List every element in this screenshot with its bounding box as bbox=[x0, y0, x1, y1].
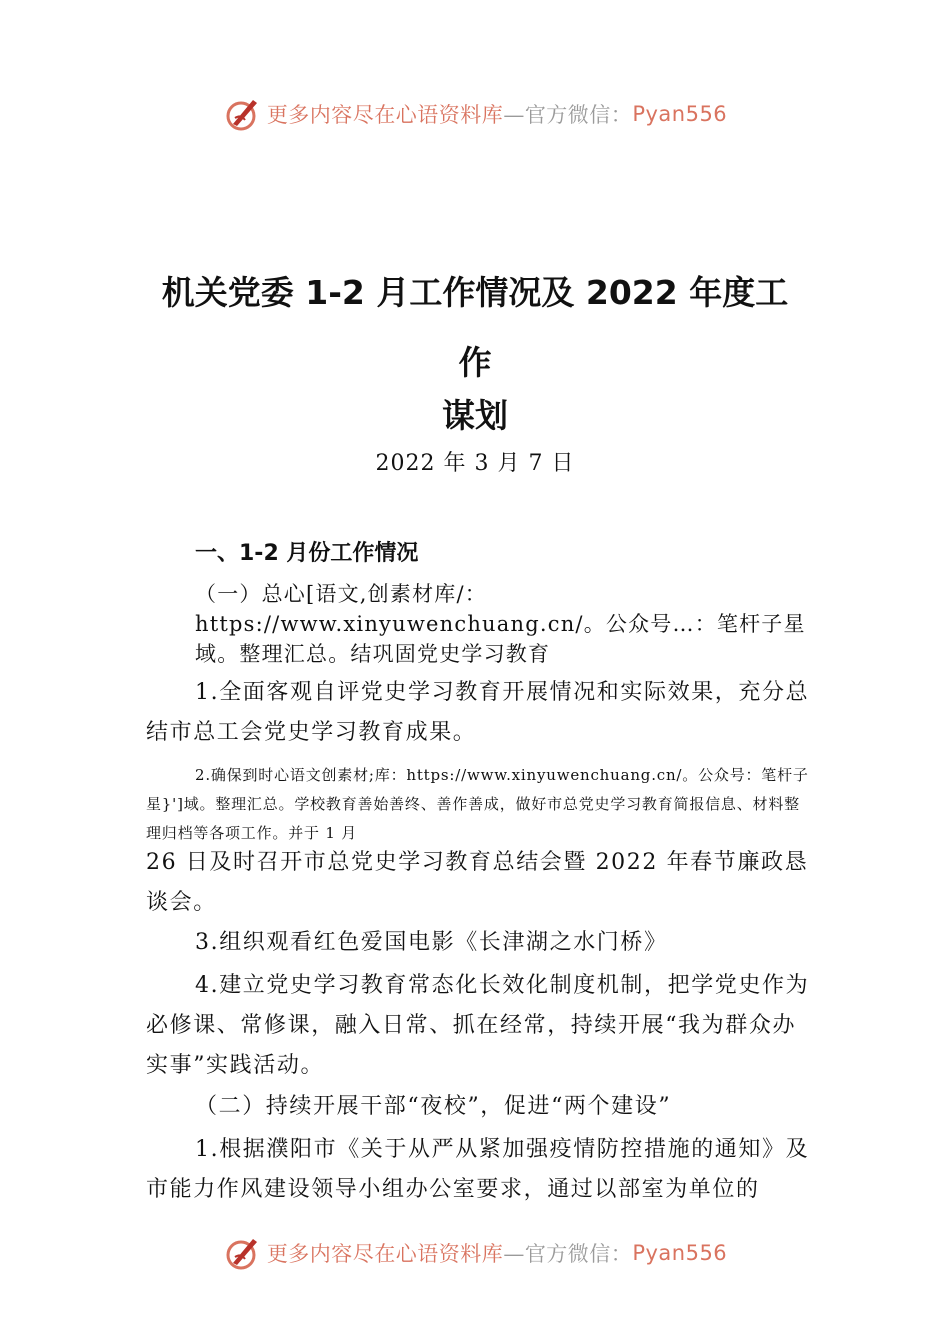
paragraph-5: 1.根据濮阳市《关于从严从紧加强疫情防控措施的通知》及市能力作风建设领导小组办公室要求，通过以部室为单位的 bbox=[146, 1137, 810, 1202]
watermark-text-id: Pyan556 bbox=[632, 1241, 728, 1265]
subsection-heading-2: （二）持续开展干部“夜校”，促进“两个建设” bbox=[195, 1094, 672, 1119]
watermark-text-main: 更多内容尽在心语资料库 bbox=[266, 1242, 504, 1266]
watermark-footer bbox=[0, 1233, 950, 1273]
subsection-heading-1: （一）总心[语文,创素材库/：https://www.xinyuwenchuang.cn/。公众号…：笔杆子星域。整理汇总。结巩固党史学习教育 bbox=[195, 582, 806, 666]
doc-title-line1: 机关党委 1-2 月工作情况及 2022 年度工 bbox=[161, 273, 789, 312]
watermark-text-id: Pyan556 bbox=[632, 102, 728, 126]
watermark-text-label: —官方微信： bbox=[503, 103, 633, 127]
quill-logo-icon bbox=[223, 1233, 263, 1273]
watermark-header bbox=[0, 94, 950, 134]
watermark-text-label: —官方微信： bbox=[503, 1242, 633, 1266]
paragraph-4: 4.建立党史学习教育常态化长效化制度机制，把学党史作为必修课、常修课，融入日常、抓在经常，持续开展“我为群众办实事”实践活动。 bbox=[146, 973, 810, 1078]
doc-title-line2: 作 bbox=[458, 343, 492, 382]
doc-date: 2022 年 3 月 7 日 bbox=[375, 451, 575, 476]
watermark-text-main: 更多内容尽在心语资料库 bbox=[266, 103, 504, 127]
section-heading: 一、1-2 月份工作情况 bbox=[195, 541, 419, 566]
paragraph-3: 3.组织观看红色爱国电影《长津湖之水门桥》 bbox=[195, 930, 668, 955]
paragraph-1: 1.全面客观自评党史学习教育开展情况和实际效果，充分总结市总工会党史学习教育成果。 bbox=[146, 680, 810, 745]
paragraph-2-small: 2.确保到时心语文创素材;库：https://www.xinyuwenchuang.cn/。公众号：笔杆子星}']域。整理汇总。学校教育善始善终、善作善成，做好市总党史学习教育简报信息、材料整理归档等各项工作。并于 1 月 bbox=[146, 766, 809, 842]
doc-title-line3: 谋划 bbox=[442, 396, 508, 435]
paragraph-2-continued: 26 日及时召开市总党史学习教育总结会暨 2022 年春节廉政恳谈会。 bbox=[146, 850, 809, 915]
quill-logo-icon bbox=[223, 94, 263, 134]
